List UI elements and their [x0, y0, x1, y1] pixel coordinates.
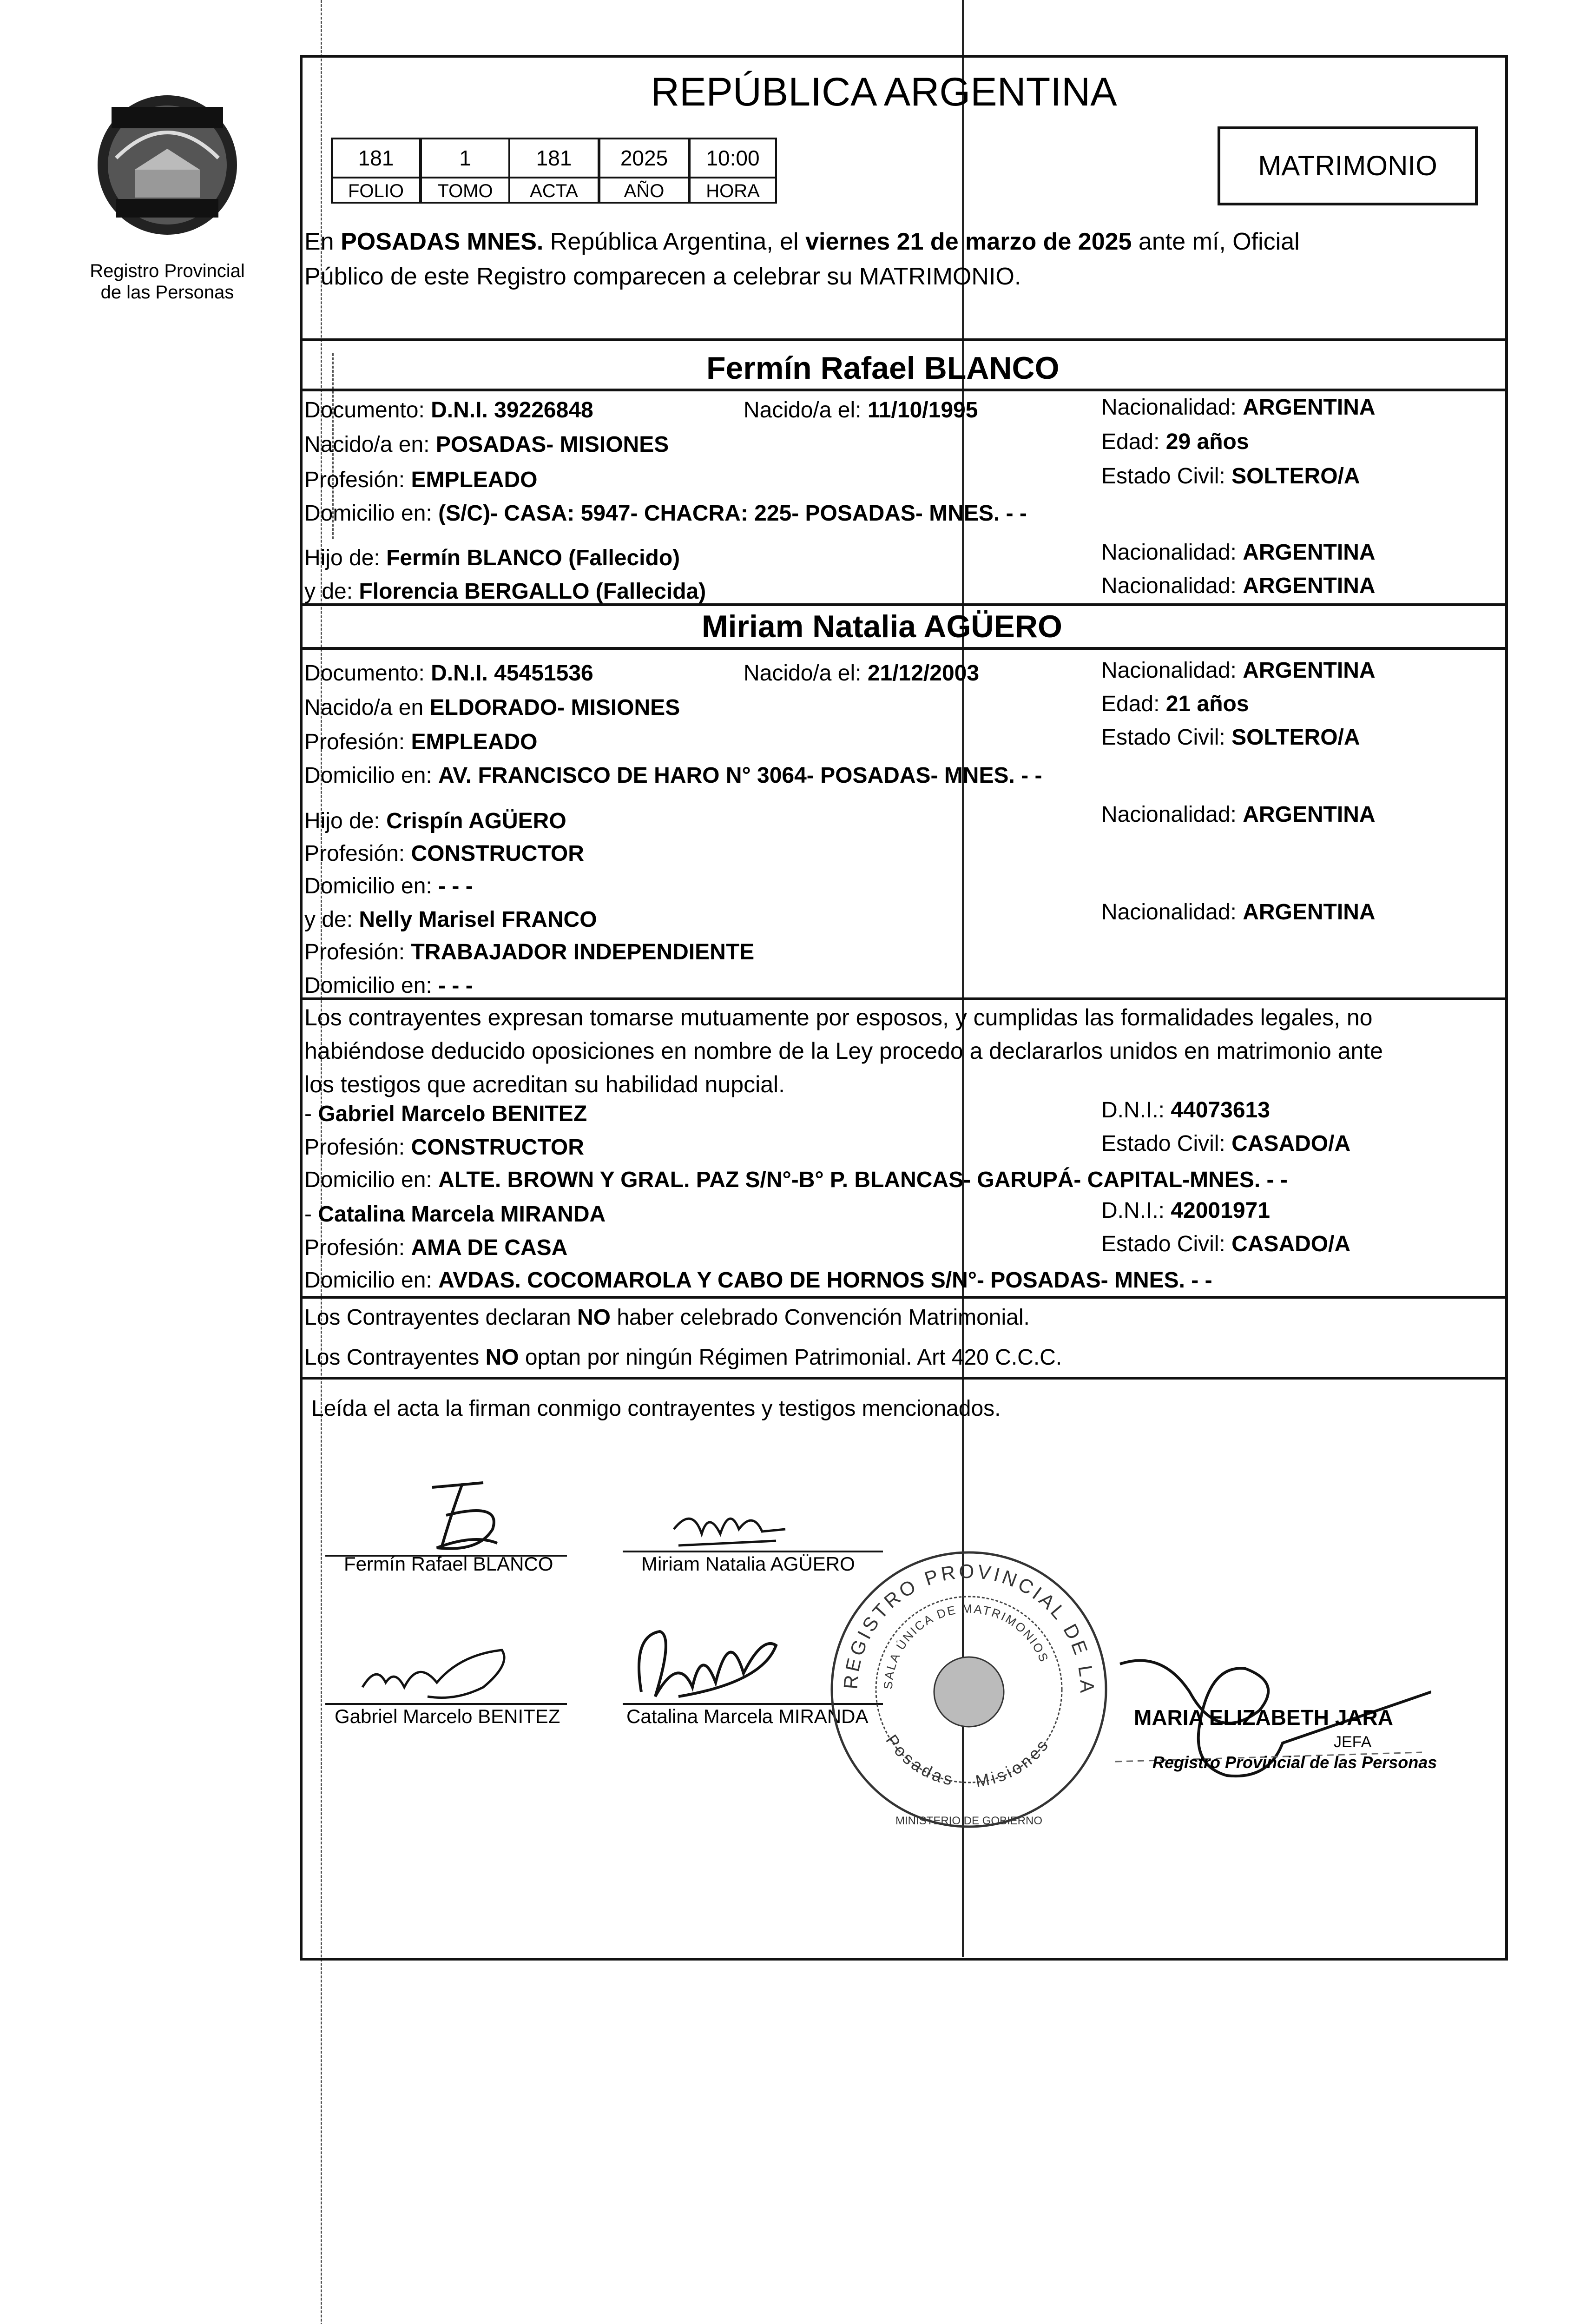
registry-caption [65, 260, 270, 303]
spouse1-edad [1101, 429, 1249, 456]
witness-profesion-label: Profesión: [304, 1235, 411, 1260]
witness-estado-value: CASADO/A [1231, 1131, 1351, 1156]
spouse2-madre-nac-label: Nacionalidad: [1101, 900, 1243, 924]
spouse2-padre-value: Crispín AGÜERO [386, 809, 566, 833]
witness-domicilio-value: ALTE. BROWN Y GRAL. PAZ S/N°-B° P. BLANCAS- GARUPÁ- CAPITAL-MNES. - - [438, 1168, 1288, 1192]
spouse2-madre-prof-label: Profesión: [304, 940, 411, 964]
spouse1-nacionalidad-label: Nacionalidad: [1101, 395, 1243, 420]
spouse2-domicilio-label: Domicilio en: [304, 763, 439, 788]
spouse2-padre-prof-label: Profesión: [304, 841, 411, 866]
spouse2-padre [304, 808, 566, 835]
spouse1-estado [1101, 463, 1360, 490]
spouse1-madre-label: y de: [304, 579, 359, 604]
spouse1-domicilio [304, 500, 1027, 527]
spouse1-nacido [744, 397, 978, 424]
witness-profesion [304, 1235, 567, 1261]
stamp-inner-text: SALA ÚNICA DE MATRIMONIOS [881, 1601, 1052, 1690]
signature-scribble-miriam [665, 1501, 804, 1557]
official-office: Registro Provincial de las Personas [1152, 1753, 1437, 1772]
spouse2-profesion-value: EMPLEADO [411, 730, 538, 754]
spouse2-documento-label: Documento: [304, 661, 431, 686]
divider-spouse2-top [300, 603, 1508, 606]
spouse1-madre [304, 578, 706, 605]
spouse1-padre-label: Hijo de: [304, 546, 387, 570]
stamp-seal-icon [823, 1543, 1115, 1836]
spouse1-nacido-value: 11/10/1995 [867, 398, 978, 423]
witness-estado-label: Estado Civil: [1101, 1131, 1232, 1156]
spouse2-madre-dom [304, 972, 473, 999]
intro-date: viernes 21 de marzo de 2025 [805, 228, 1132, 255]
spouse1-edad-label: Edad: [1101, 429, 1166, 454]
official-name: MARIA ELIZABETH JARA [1134, 1705, 1393, 1730]
spouse1-profesion [304, 467, 537, 494]
spouse1-madre-nac-value: ARGENTINA [1243, 574, 1376, 598]
spouse2-padre-nac [1101, 801, 1376, 828]
spouse1-lugar [304, 431, 669, 458]
witness-prefix: - [304, 1102, 318, 1126]
spouse2-profesion-label: Profesión: [304, 730, 411, 754]
spouse2-name: Miriam Natalia AGÜERO [702, 609, 1062, 644]
spouse2-madre-nac-value: ARGENTINA [1243, 900, 1376, 924]
field-label: HORA [689, 178, 777, 204]
intro-line2: Público de este Registro comparecen a celebrar su MATRIMONIO. [304, 263, 1021, 290]
declaration-line3: los testigos que acreditan su habilidad nupcial. [304, 1071, 785, 1097]
witness-domicilio [304, 1167, 1288, 1194]
spouse2-madre-value: Nelly Marisel FRANCO [359, 907, 597, 932]
divider-spouse2-name [300, 647, 1508, 650]
field-value: 2025 [620, 146, 668, 170]
spouse2-domicilio [304, 762, 1042, 789]
spouse1-estado-value: SOLTERO/A [1231, 464, 1360, 489]
spouse1-madre-nac-label: Nacionalidad: [1101, 574, 1243, 598]
spouse1-estado-label: Estado Civil: [1101, 464, 1232, 489]
spouse2-padre-dom-value: - - - [438, 874, 473, 898]
spouse2-documento [304, 660, 593, 687]
spouse1-madre-nac [1101, 573, 1376, 600]
field-tomo-box [420, 138, 510, 201]
svg-text:Posadas - Misiones [882, 1731, 1053, 1790]
spouse1-madre-value: Florencia BERGALLO (Fallecida) [359, 579, 706, 604]
spouse2-madre-prof-value: TRABAJADOR INDEPENDIENTE [411, 940, 755, 964]
spouse2-padre-label: Hijo de: [304, 809, 387, 833]
spouse2-padre-dom [304, 873, 473, 900]
spouse2-madre [304, 906, 597, 933]
witness-profesion-value: AMA DE CASA [411, 1235, 568, 1260]
spouse2-madre-nac [1101, 899, 1376, 926]
closing-text: Leída el acta la firman conmigo contrayentes y testigos mencionados. [311, 1396, 1001, 1421]
spouse2-madre-dom-value: - - - [438, 973, 473, 998]
spouse1-padre-value: Fermín BLANCO (Fallecido) [386, 546, 680, 570]
witness-dni-value: 42001971 [1171, 1198, 1270, 1223]
spouse2-documento-value: D.N.I. 45451536 [431, 661, 593, 686]
spouse2-nacido-label: Nacido/a el: [744, 661, 868, 686]
stamp-bottom-text: Posadas - Misiones [882, 1731, 1053, 1791]
intro-place: POSADAS MNES. [341, 228, 544, 255]
divider-spouse1-name [300, 389, 1508, 391]
spouse2-estado-label: Estado Civil: [1101, 725, 1232, 750]
witness-estado [1101, 1130, 1350, 1157]
field-value: 181 [358, 146, 394, 170]
stamp-footer-text: MINISTERIO DE GOBIERNO [895, 1815, 1043, 1827]
regime-line2-no: NO [485, 1345, 519, 1370]
witness-dni-value: 44073613 [1171, 1098, 1270, 1122]
spouse2-madre-prof [304, 939, 754, 966]
registry-seal-icon [84, 79, 251, 237]
witness-estado-value: CASADO/A [1231, 1232, 1351, 1256]
witness-domicilio-label: Domicilio en: [304, 1168, 439, 1192]
witness-domicilio-value: AVDAS. COCOMAROLA Y CABO DE HORNOS S/N°- POSADAS- MNES. - - [438, 1268, 1212, 1293]
spouse2-nacionalidad-value: ARGENTINA [1243, 658, 1376, 683]
spouse1-profesion-value: EMPLEADO [411, 468, 538, 492]
witness-dni [1101, 1197, 1270, 1224]
spouse2-padre-prof-value: CONSTRUCTOR [411, 841, 584, 866]
act-type-box [1218, 126, 1478, 205]
field-hora-box [689, 138, 777, 201]
spouse1-documento [304, 397, 593, 424]
field-label: FOLIO [331, 178, 421, 204]
spouse2-nacionalidad [1101, 657, 1376, 684]
regime-line1-no: NO [577, 1305, 611, 1330]
spouse2-padre-nac-value: ARGENTINA [1243, 802, 1376, 827]
spouse1-documento-value: D.N.I. 39226848 [431, 398, 593, 423]
witness-dni-label: D.N.I.: [1101, 1098, 1171, 1122]
spouse2-madre-label: y de: [304, 907, 359, 932]
witness-estado [1101, 1231, 1350, 1258]
document-title: REPÚBLICA ARGENTINA [651, 70, 1117, 114]
spouse1-profesion-label: Profesión: [304, 468, 411, 492]
divider-declaration [300, 997, 1508, 1000]
declaration-line2: habiéndose deducido oposiciones en nombre de la Ley procedo a declararlos unidos en matrimonio ante [304, 1038, 1383, 1064]
registry-caption-line2: de las Personas [100, 282, 234, 303]
witness-name [304, 1201, 606, 1228]
signature-label-catalina: Catalina Marcela MIRANDA [626, 1705, 869, 1727]
regime-line1-c: haber celebrado Convención Matrimonial. [611, 1305, 1030, 1330]
spouse1-edad-value: 29 años [1165, 429, 1249, 454]
regime-line2 [304, 1344, 1062, 1371]
signature-scribble-catalina [623, 1618, 790, 1710]
witness-dni-label: D.N.I.: [1101, 1198, 1171, 1223]
signature-label-fermin: Fermín Rafael BLANCO [344, 1553, 553, 1575]
witness-name [304, 1101, 587, 1128]
spouse1-padre [304, 545, 680, 572]
field-value: 181 [536, 146, 572, 170]
witness-profesion [304, 1134, 584, 1161]
witness-domicilio [304, 1267, 1212, 1294]
field-value: 10:00 [706, 146, 760, 170]
spouse2-lugar [304, 694, 680, 721]
spouse1-padre-nac-value: ARGENTINA [1243, 540, 1376, 565]
spouse2-madre-dom-label: Domicilio en: [304, 973, 439, 998]
spouse2-estado-value: SOLTERO/A [1231, 725, 1360, 750]
signature-label-miriam: Miriam Natalia AGÜERO [641, 1553, 855, 1575]
witness-domicilio-label: Domicilio en: [304, 1268, 439, 1293]
intro-text-a: En [304, 228, 341, 255]
spouse2-edad-value: 21 años [1165, 692, 1249, 716]
field-label: TOMO [420, 178, 510, 204]
stamp-outer-text: REGISTRO PROVINCIAL DE LA [839, 1560, 1099, 1696]
field-acta-box [508, 138, 599, 201]
field-value: 1 [459, 146, 471, 170]
spouse1-domicilio-value: (S/C)- CASA: 5947- CHACRA: 225- POSADAS- MNES. - - [438, 501, 1027, 526]
divider-regime [300, 1296, 1508, 1299]
witness-profesion-value: CONSTRUCTOR [411, 1135, 584, 1160]
witness-prefix: - [304, 1202, 318, 1227]
spouse1-padre-nac-label: Nacionalidad: [1101, 540, 1243, 565]
spouse2-lugar-label: Nacido/a en [304, 695, 430, 720]
regime-line2-a: Los Contrayentes [304, 1345, 486, 1370]
spouse2-domicilio-value: AV. FRANCISCO DE HARO N° 3064- POSADAS- MNES. - - [438, 763, 1042, 788]
spouse1-documento-label: Documento: [304, 398, 431, 423]
spouse2-nacionalidad-label: Nacionalidad: [1101, 658, 1243, 683]
field-label: AÑO [599, 178, 690, 204]
spouse1-padre-nac [1101, 539, 1376, 566]
spouse2-nacido-value: 21/12/2003 [867, 661, 980, 686]
field-folio-box [331, 138, 421, 201]
regime-line2-c: optan por ningún Régimen Patrimonial. Art 420 C.C.C. [519, 1345, 1062, 1370]
regime-line1 [304, 1304, 1030, 1331]
spouse2-padre-dom-label: Domicilio en: [304, 874, 439, 898]
spouse2-padre-nac-label: Nacionalidad: [1101, 802, 1243, 827]
witness-dni [1101, 1097, 1270, 1124]
witness-estado-label: Estado Civil: [1101, 1232, 1232, 1256]
spouse1-nacido-label: Nacido/a el: [744, 398, 868, 423]
witness-name-value: Gabriel Marcelo BENITEZ [318, 1102, 587, 1126]
spouse2-padre-prof [304, 840, 584, 867]
registry-caption-line1: Registro Provincial [90, 261, 245, 281]
spouse1-nacionalidad-value: ARGENTINA [1243, 395, 1376, 420]
intro-text-c: ante mí, Oficial [1132, 228, 1300, 255]
spouse1-nacionalidad [1101, 394, 1376, 421]
field-ao-box [599, 138, 690, 201]
divider-closing [300, 1377, 1508, 1380]
spouse2-lugar-value: ELDORADO- MISIONES [429, 695, 680, 720]
intro-line1 [304, 228, 1300, 256]
divider-spouse1-top [300, 338, 1508, 341]
spouse2-profesion [304, 729, 537, 756]
spouse1-domicilio-label: Domicilio en: [304, 501, 439, 526]
official-stamp [823, 1543, 1115, 1836]
declaration-line1: Los contrayentes expresan tomarse mutuamente por esposos, y cumplidas las formalidades legales, no [304, 1004, 1373, 1030]
spouse2-estado [1101, 724, 1360, 751]
spouse2-nacido [744, 660, 979, 687]
signature-label-gabriel: Gabriel Marcelo BENITEZ [335, 1705, 560, 1727]
spouse1-lugar-value: POSADAS- MISIONES [435, 432, 669, 457]
regime-line1-a: Los Contrayentes declaran [304, 1305, 578, 1330]
spouse1-lugar-label: Nacido/a en: [304, 432, 436, 457]
act-type-label: MATRIMONIO [1258, 150, 1437, 181]
witness-profesion-label: Profesión: [304, 1135, 411, 1160]
registry-logo [84, 79, 251, 237]
field-label: ACTA [508, 178, 599, 204]
spouse2-edad [1101, 691, 1249, 718]
spouse2-edad-label: Edad: [1101, 692, 1166, 716]
official-role: JEFA [1334, 1733, 1372, 1751]
spouse1-name: Fermín Rafael BLANCO [706, 350, 1060, 386]
intro-text-b: República Argentina, el [543, 228, 806, 255]
witness-name-value: Catalina Marcela MIRANDA [318, 1202, 606, 1227]
